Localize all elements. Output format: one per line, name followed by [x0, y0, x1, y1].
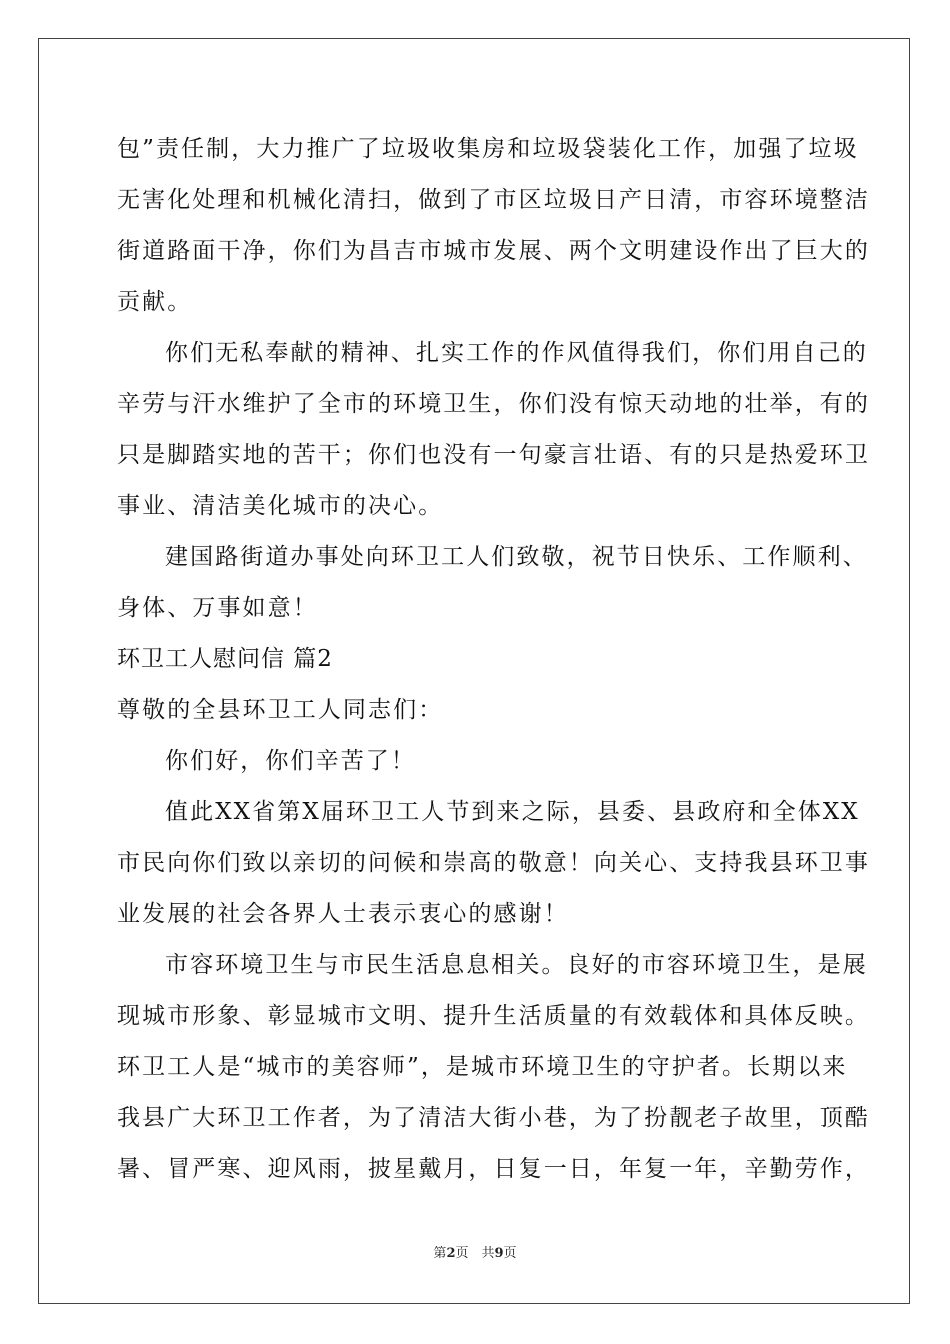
page-number-footer — [0, 1245, 950, 1263]
text-line: 暑、冒严寒、迎风雨，披星戴月，日复一日，年复一年，辛勤劳作， — [117, 1156, 870, 1182]
text-line: 事业、清洁美化城市的决心。 — [117, 493, 444, 519]
document-body — [117, 124, 870, 1195]
page-mid: 页 共 — [455, 1246, 495, 1261]
text-line: 贡献。 — [117, 289, 193, 315]
total-page-number: 9 — [494, 1246, 504, 1261]
section-heading: 环卫工人慰问信 篇2 — [117, 646, 333, 672]
text-line: 无害化处理和机械化清扫，做到了市区垃圾日产日清，市容环境整洁 — [117, 187, 870, 213]
text-line: 业发展的社会各界人士表示衷心的感谢！ — [117, 901, 569, 927]
page-prefix: 第 — [433, 1246, 447, 1261]
current-page-number: 2 — [446, 1246, 456, 1261]
text-line: 环卫工人是“城市的美容师”，是城市环境卫生的守护者。长期以来 — [117, 1054, 848, 1080]
paragraph-start-line: 值此XX省第X届环卫工人节到来之际，县委、县政府和全体XX — [165, 799, 860, 825]
text-line: 街道路面干净，你们为昌吉市城市发展、两个文明建设作出了巨大的 — [117, 238, 870, 264]
text-line: 只是脚踏实地的苦干；你们也没有一句豪言壮语、有的只是热爱环卫 — [117, 442, 870, 468]
text-line: 辛劳与汗水维护了全市的环境卫生，你们没有惊天动地的壮举，有的 — [117, 391, 870, 417]
text-line: 现城市形象、彰显城市文明、提升生活质量的有效载体和具体反映。 — [117, 1003, 870, 1029]
paragraph-start-line: 建国路街道办事处向环卫工人们致敬，祝节日快乐、工作顺利、 — [165, 544, 868, 570]
text-line: 包”责任制，大力推广了垃圾收集房和垃圾袋装化工作，加强了垃圾 — [117, 136, 859, 162]
paragraph-start-line: 市容环境卫生与市民生活息息相关。良好的市容环境卫生，是展 — [165, 952, 868, 978]
text-line: 我县广大环卫工作者，为了清洁大街小巷，为了扮靓老子故里，顶酷 — [117, 1105, 870, 1131]
greeting-line: 你们好，你们辛苦了！ — [165, 748, 416, 774]
text-line: 市民向你们致以亲切的问候和崇高的敬意！向关心、支持我县环卫事 — [117, 850, 870, 876]
page-suffix: 页 — [503, 1246, 517, 1261]
paragraph-start-line: 你们无私奉献的精神、扎实工作的作风值得我们，你们用自己的 — [165, 340, 868, 366]
salutation: 尊敬的全县环卫工人同志们： — [117, 697, 444, 723]
text-line: 身体、万事如意！ — [117, 595, 318, 621]
